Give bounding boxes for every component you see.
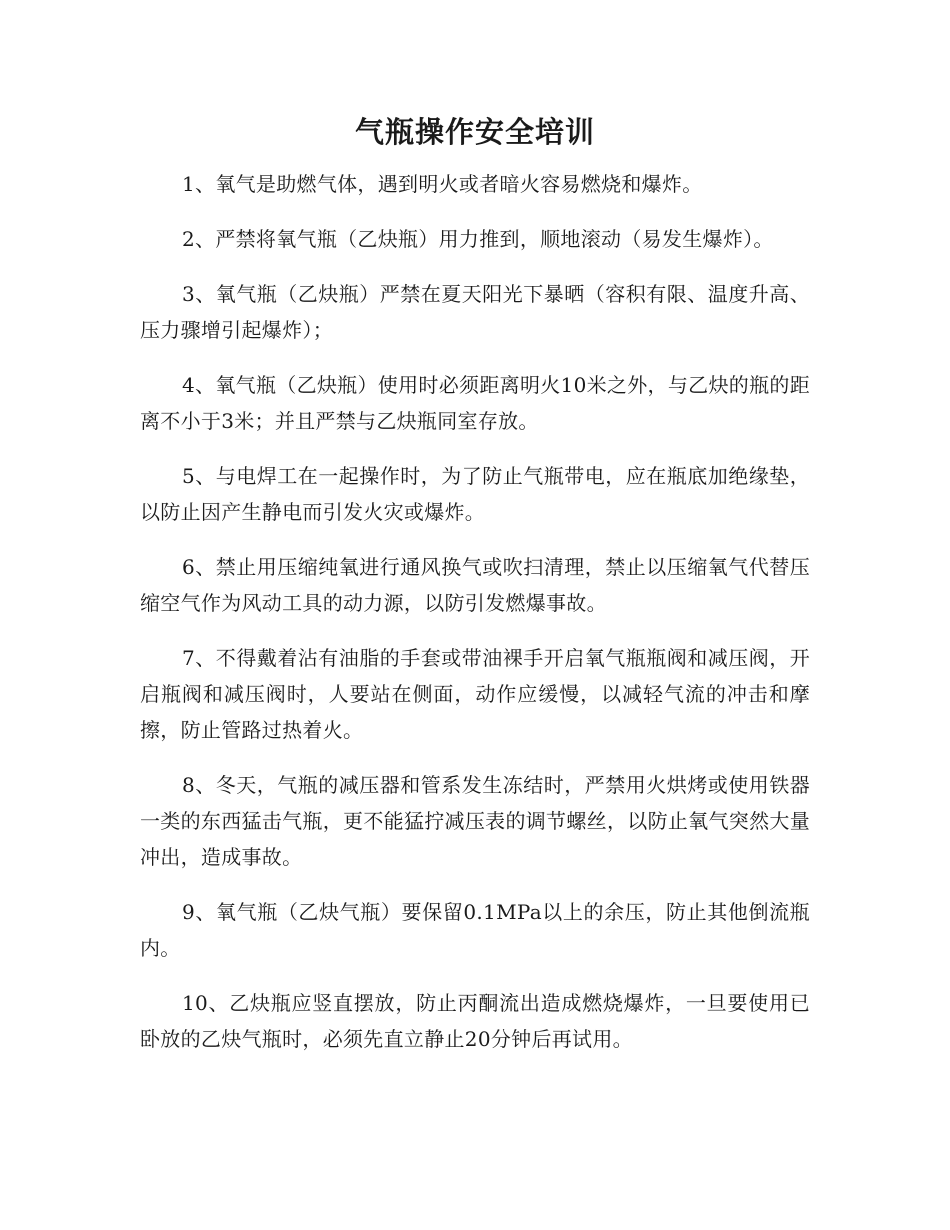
rule-paragraph-6: 6、禁止用压缩纯氧进行通风换气或吹扫清理，禁止以压缩氧气代替压缩空气作为风动工具的动力源，以防引发燃爆事故。: [140, 555, 810, 615]
rule-paragraph-4: 4、氧气瓶（乙炔瓶）使用时必须距离明火10米之外，与乙炔的瓶的距离不小于3米；并且严禁与乙炔瓶同室存放。: [140, 373, 810, 433]
rule-paragraph-5: 5、与电焊工在一起操作时，为了防止气瓶带电，应在瓶底加绝缘垫，以防止因产生静电而引发火灾或爆炸。: [140, 464, 810, 524]
document-body: [140, 166, 810, 1076]
rule-paragraph-3: 3、氧气瓶（乙炔瓶）严禁在夏天阳光下暴晒（容积有限、温度升高、压力骤增引起爆炸）；: [140, 282, 810, 342]
page-title: 气瓶操作安全培训: [354, 115, 595, 149]
rule-paragraph-7: 7、不得戴着沾有油脂的手套或带油裸手开启氧气瓶瓶阀和减压阀，开启瓶阀和减压阀时，人要站在侧面，动作应缓慢，以减轻气流的冲击和摩擦，防止管路过热着火。: [140, 646, 810, 742]
rule-paragraph-1: 1、氧气是助燃气体，遇到明火或者暗火容易燃烧和爆炸。: [182, 172, 703, 196]
rule-paragraph-10: 10、乙炔瓶应竖直摆放，防止丙酮流出造成燃烧爆炸，一旦要使用已卧放的乙炔气瓶时，必须先直立静止20分钟后再试用。: [140, 991, 810, 1051]
rule-paragraph-2: 2、严禁将氧气瓶（乙炔瓶）用力推到，顺地滚动（易发生爆炸）。: [182, 227, 774, 251]
rule-paragraph-9: 9、氧气瓶（乙炔气瓶）要保留0.1MPa以上的余压，防止其他倒流瓶内。: [140, 900, 810, 960]
rule-paragraph-8: 8、冬天，气瓶的减压器和管系发生冻结时，严禁用火烘烤或使用铁器一类的东西猛击气瓶，更不能猛拧减压表的调节螺丝，以防止氧气突然大量冲出，造成事故。: [140, 773, 810, 869]
